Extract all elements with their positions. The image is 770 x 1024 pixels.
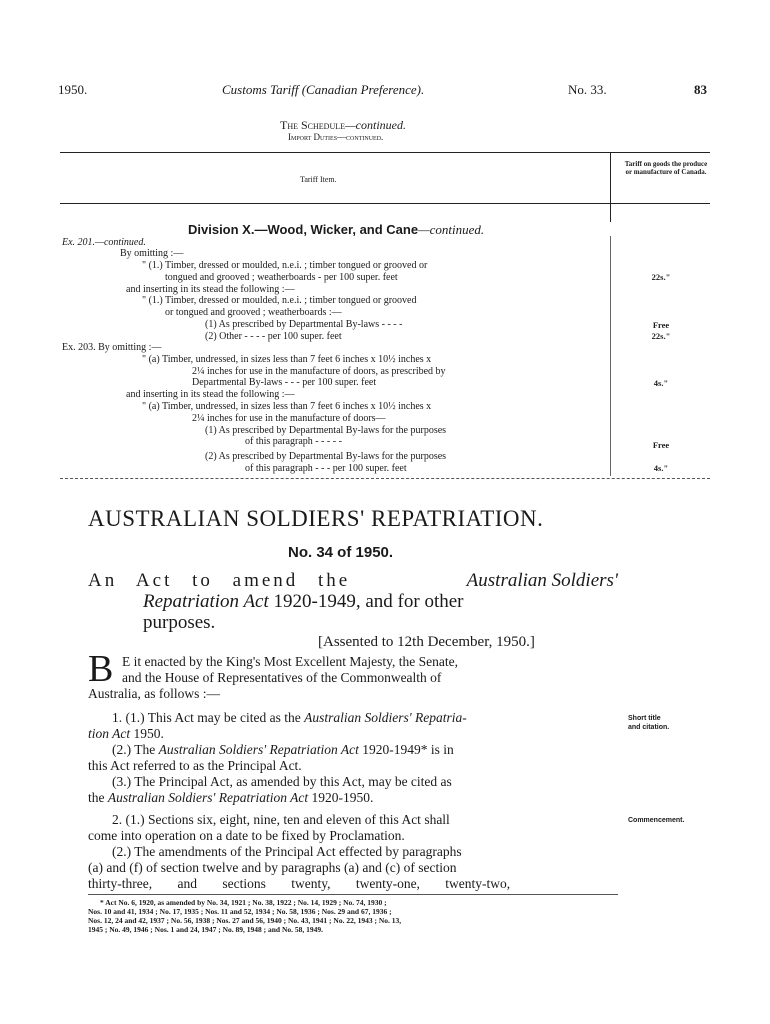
rate-value: 4s." xyxy=(653,378,669,388)
act-heading: AUSTRALIAN SOLDIERS' REPATRIATION. xyxy=(88,506,544,531)
act-long-title xyxy=(88,570,618,633)
footnote-line: * Act No. 6, 1920, as amended by No. 34, 1921 ; No. 38, 1922 ; No. 14, 1929 ; No. 74, 1930 ; xyxy=(100,898,387,907)
act-number: No. 34 of 1950. xyxy=(288,544,394,561)
schedule-line: " (1.) Timber, dressed or moulded, n.e.i. ; timber tongued or grooved or xyxy=(142,260,428,271)
drop-cap: B xyxy=(88,648,114,690)
margin-note-line: and citation. xyxy=(628,724,670,731)
section-1-line: this Act referred to as the Principal Act. xyxy=(88,758,302,773)
section-text: 1950. xyxy=(133,726,164,741)
section-2-line: 2. (1.) Sections six, eight, nine, ten and eleven of this Act shall xyxy=(112,812,450,827)
schedule-line: and inserting in its stead the following :— xyxy=(126,389,295,400)
long-title-part-2: 1920-1949, and for other xyxy=(273,591,464,612)
col-tariff-canada: Tariff on goods the produce or manufacture of Canada. xyxy=(624,160,708,176)
schedule-line: " (a) Timber, undressed, in sizes less than 7 feet 6 inches x 10½ inches x xyxy=(142,401,432,412)
section-1-line xyxy=(88,726,164,743)
header-page: 83 xyxy=(694,82,707,97)
assent-date: [Assented to 12th December, 1950.] xyxy=(318,634,535,650)
long-title-act-name-2: Repatriation Act xyxy=(143,591,269,612)
col-tariff-item: Tariff Item. xyxy=(300,175,337,184)
long-title-part: An Act to amend the xyxy=(88,570,351,591)
section-1-line: (3.) The Principal Act, as amended by this Act, may be cited as xyxy=(112,774,452,789)
schedule-line: 2¼ inches for use in the manufacture of doors, as prescribed by xyxy=(192,366,446,377)
schedule-line: (1) As prescribed by Departmental By-laws - - - - xyxy=(205,319,403,330)
section-text: 1. (1.) This Act may be cited as the xyxy=(112,710,301,725)
schedule-line: Ex. 203. By omitting :— xyxy=(62,342,162,353)
schedule-line: Ex. 201.—continued. xyxy=(62,237,146,248)
enact-line: Australia, as follows :— xyxy=(88,686,220,701)
schedule-line: " (1.) Timber, dressed or moulded, n.e.i. ; timber tongued or grooved xyxy=(142,295,417,306)
header-number: No. 33. xyxy=(568,82,607,97)
footnote-line: Nos. 10 and 41, 1934 ; No. 17, 1935 ; Nos. 11 and 52, 1934 ; No. 58, 1936 ; Nos. 29 and 67, 1936 ; xyxy=(88,907,392,916)
act-name: Australian Soldiers' Repatria- xyxy=(304,710,467,725)
enact-line: and the House of Representatives of the Commonwealth of xyxy=(122,670,442,685)
schedule-line: tongued and grooved ; weatherboards - per 100 super. feet xyxy=(165,272,398,283)
schedule-line: or tongued and grooved ; weatherboards :— xyxy=(165,307,342,318)
enact-line: E it enacted by the King's Most Excellent Majesty, the Senate, xyxy=(122,654,458,669)
footnote-rule xyxy=(88,894,618,895)
header-year: 1950. xyxy=(58,82,88,97)
margin-note-line: Short title xyxy=(628,715,661,722)
act-name: tion Act xyxy=(88,726,131,741)
table-vertical-rule xyxy=(610,152,611,222)
schedule-title-main: The Schedule xyxy=(280,118,345,132)
long-title-act-name: Australian Soldiers' xyxy=(466,570,618,591)
schedule-line: and inserting in its stead the following :— xyxy=(126,284,295,295)
schedule-line: Departmental By-laws - - - per 100 super. feet xyxy=(192,377,377,388)
schedule-title-cont: —continued. xyxy=(345,118,406,132)
margin-note-commencement: Commencement. xyxy=(628,817,685,824)
schedule-line: of this paragraph - - - per 100 super. feet xyxy=(245,463,407,474)
rate-value: Free xyxy=(652,320,670,330)
footnote-line: 1945 ; No. 49, 1946 ; Nos. 1 and 24, 1947 ; No. 89, 1948 ; and No. 58, 1949. xyxy=(88,925,324,934)
footnote-line: Nos. 12, 24 and 42, 1937 ; No. 56, 1938 ; Nos. 27 and 56, 1940 ; No. 43, 1941 ; No. 22, 1943 ; No. 13, xyxy=(88,916,402,925)
long-title-line-1 xyxy=(88,570,618,591)
section-text: the xyxy=(88,790,105,805)
section-1-line xyxy=(112,742,454,759)
division-heading xyxy=(188,222,484,238)
division-title: Division X.—Wood, Wicker, and Cane xyxy=(188,222,419,237)
long-title-part-3: purposes. xyxy=(143,612,216,633)
rate-value: 22s." xyxy=(651,331,671,341)
section-2-line: thirty-three, and sections twenty, twenty-one, twenty-two, xyxy=(88,876,511,891)
long-title-line-3 xyxy=(88,612,618,633)
schedule-title xyxy=(280,118,406,133)
table-header-rule xyxy=(60,203,710,204)
header-title: Customs Tariff (Canadian Preference). xyxy=(222,82,425,97)
schedule-line: By omitting :— xyxy=(120,248,184,259)
division-cont: —continued. xyxy=(418,222,485,237)
rate-value: 4s." xyxy=(653,463,669,473)
table-top-rule xyxy=(60,152,710,153)
schedule-line: (1) As prescribed by Departmental By-laws for the purposes xyxy=(205,425,447,436)
section-2-line: come into operation on a date to be fixed by Proclamation. xyxy=(88,828,405,843)
table-bottom-rule xyxy=(60,478,710,479)
act-name: Australian Soldiers' Repatriation Act xyxy=(158,742,359,757)
section-text: 1920-1950. xyxy=(311,790,374,805)
long-title-line-2 xyxy=(88,591,618,612)
schedule-subtitle: Import Duties—continued. xyxy=(288,132,384,142)
section-2-line: (a) and (f) of section twelve and by paragraphs (a) and (c) of section xyxy=(88,860,457,875)
rate-value: Free xyxy=(652,440,670,450)
schedule-line: (2) Other - - - - per 100 super. feet xyxy=(205,331,342,342)
schedule-line: (2) As prescribed by Departmental By-laws for the purposes xyxy=(205,451,447,462)
section-1-line xyxy=(88,790,373,807)
margin-note-short-title xyxy=(628,714,669,732)
section-2-line: (2.) The amendments of the Principal Act effected by paragraphs xyxy=(112,844,462,859)
schedule-line: " (a) Timber, undressed, in sizes less than 7 feet 6 inches x 10½ inches x xyxy=(142,354,432,365)
act-name: Australian Soldiers' Repatriation Act xyxy=(107,790,309,805)
rate-value: 22s." xyxy=(651,272,671,282)
schedule-line: 2¼ inches for use in the manufacture of doors— xyxy=(192,413,386,424)
section-text: 1920-1949* is in xyxy=(362,742,454,757)
rate-column-rule xyxy=(610,236,611,476)
section-1-line xyxy=(112,710,467,727)
schedule-line: of this paragraph - - - - - xyxy=(245,436,342,447)
section-text: (2.) The xyxy=(112,742,156,757)
